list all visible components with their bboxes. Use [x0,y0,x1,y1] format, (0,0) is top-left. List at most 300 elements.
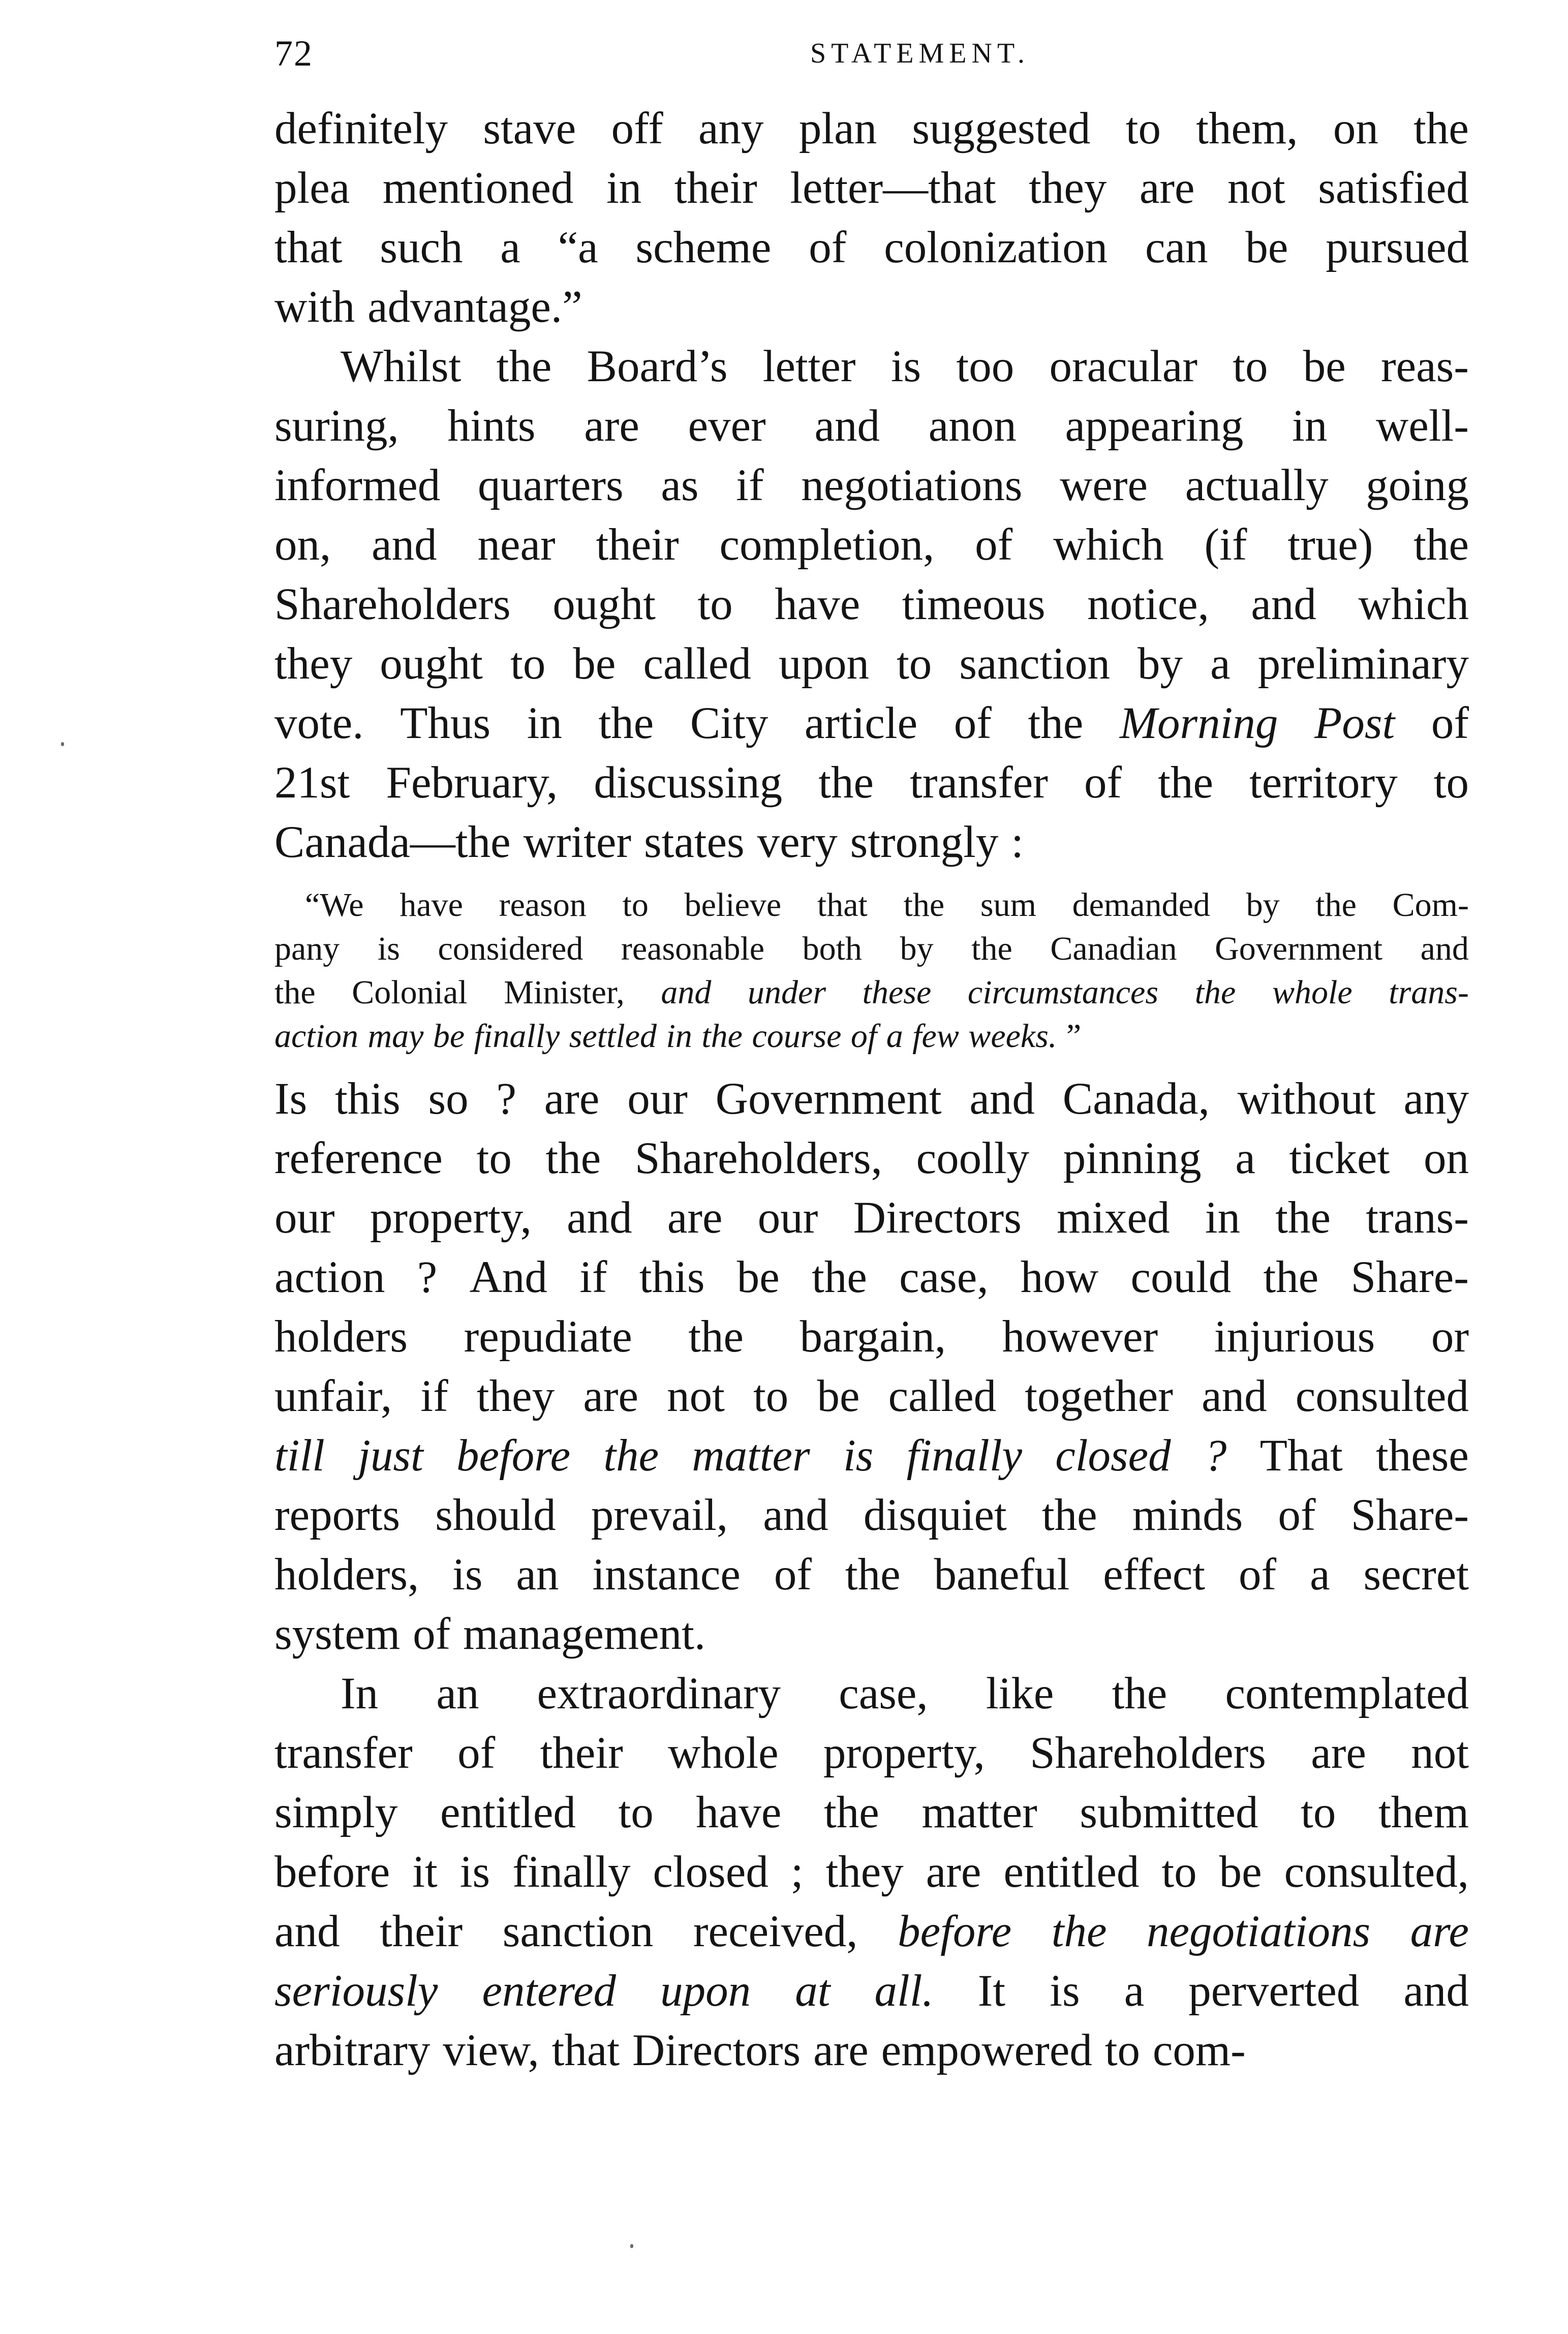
text-line [274,1783,1469,1842]
word: the [545,1133,601,1183]
text-line [274,694,1469,753]
quote-line [274,1015,1469,1058]
word: before [274,1847,390,1897]
scan-speck [61,742,64,746]
word: as [661,460,699,510]
text-line [274,1248,1469,1307]
word: Shareholders, [634,1133,882,1183]
word: unfair, [274,1371,392,1421]
word: And [469,1252,547,1302]
word: the [1112,1669,1167,1718]
word: to [510,639,546,689]
word: a [1310,1550,1330,1600]
word: settled [569,1018,657,1055]
word: “We [305,886,364,924]
word: Share- [1350,1252,1469,1302]
word: action [274,1018,358,1055]
word: empowered [881,2025,1092,2075]
text-line [274,1664,1469,1724]
word: is [843,1431,874,1481]
word: circumstances [967,974,1159,1011]
word: are [1311,1728,1366,1778]
word: be [573,639,616,689]
word: the [1028,698,1084,748]
word: at [795,1966,831,2016]
word: a [1210,639,1231,689]
word: our [757,1193,818,1243]
word: plan [798,104,877,153]
word: be [817,1371,860,1421]
word: and [1420,930,1469,967]
word: anon [928,401,1017,451]
word: prevail, [591,1490,728,1540]
word: seriously [274,1966,438,2016]
word: like [986,1669,1054,1718]
word: pany [274,930,340,967]
word: any [1403,1074,1469,1124]
word: disquiet [863,1490,1007,1540]
word: case, [899,1252,989,1302]
word: entitled [440,1788,576,1837]
word: not [1411,1728,1469,1778]
word: ticket [1289,1133,1390,1183]
word: are [583,1371,638,1421]
word: system [274,1609,401,1659]
word: minds [1132,1490,1243,1540]
word: considered [438,930,583,967]
word: to [1301,1788,1336,1837]
word: may [367,1018,424,1055]
text-line [274,159,1469,218]
word: case, [839,1669,928,1718]
word: it [412,1847,438,1897]
word: both [802,930,862,967]
word: the [845,1550,901,1600]
word: are [926,1847,981,1897]
word: com- [1152,2025,1246,2075]
word: whole [668,1728,779,1778]
word: colonization [884,223,1108,272]
word: vote. [274,698,364,748]
word: pursued [1326,223,1469,272]
word: and [372,520,437,570]
word: that [551,2025,620,2075]
word: discussing [594,758,783,808]
word: reas- [1381,342,1469,391]
word: be [1245,223,1288,272]
word: view, [443,2025,539,2075]
word: the [903,886,945,924]
word: hints [447,401,536,451]
word: strongly [850,817,999,867]
word: ? [417,1252,438,1302]
word: a [1124,1966,1145,2016]
word: weeks. [968,1018,1057,1055]
word: that [274,223,343,272]
word: they [1029,163,1107,213]
word: or [1431,1312,1469,1362]
word: coolly [916,1133,1030,1183]
word: reason [499,886,587,924]
word: too [956,342,1014,391]
word: not [667,1371,725,1421]
word: the [1263,1252,1319,1302]
word: a [1235,1133,1255,1183]
word: property, [823,1728,985,1778]
word: upon [660,1966,751,2016]
word: quarters [477,460,624,510]
word: ever [688,401,766,451]
paragraph [274,1664,1469,2080]
word: whole [1272,974,1352,1011]
word: Board’s [587,342,728,391]
word: ? [496,1074,516,1124]
word: City [690,698,768,748]
word: finally [474,1018,560,1055]
word: in [666,1018,692,1055]
word: and [274,1907,340,1956]
text-line [274,396,1469,456]
word: baneful [934,1550,1070,1600]
word: if [420,1371,448,1421]
word: Com- [1392,886,1469,924]
word: ought [380,639,483,689]
text-line [274,1367,1469,1426]
word: their [674,163,757,213]
word: received, [693,1907,858,1956]
word: and [763,1490,828,1540]
word: this [335,1074,401,1124]
word: any [698,104,764,153]
word: finally [512,1847,631,1897]
word: are [813,2025,869,2075]
word: the [274,974,316,1011]
word: the [818,758,874,808]
word: to [1433,758,1469,808]
text-line [274,1724,1469,1783]
word: under [748,974,826,1011]
word: reports [274,1490,401,1540]
word: management. [463,1609,706,1659]
word: be [1219,1847,1262,1897]
word: such [380,223,463,272]
text-line [274,1307,1469,1367]
word: are [1410,1907,1469,1956]
word: be [433,1018,465,1055]
word: these [862,974,932,1011]
word: and [1403,1966,1469,2016]
word: Whilst [341,342,462,391]
word: Colonial [352,974,468,1011]
word: the [598,698,654,748]
word: suring, [274,401,399,451]
word: holders, [274,1550,419,1600]
word: off [611,104,663,153]
word: by [900,930,934,967]
word: of [774,1550,812,1600]
word: which [1053,520,1164,570]
word: holders [274,1312,408,1362]
word: actually [1185,460,1329,510]
word: is [1050,1966,1080,2016]
quote-line [274,883,1469,927]
word: reasonable [621,930,765,967]
word: is [377,930,400,967]
word: is [459,1847,490,1897]
word: Thus [400,698,491,748]
text-line [274,1069,1469,1129]
word: an [516,1550,559,1600]
word: stave [483,104,576,153]
text-line [274,1545,1469,1605]
word: should [435,1490,556,1540]
word: Directors [853,1193,1022,1243]
word: Shareholders [1030,1728,1266,1778]
word: states [643,817,745,867]
word: arbitrary [274,2025,431,2075]
word: territory [1249,758,1398,808]
word: closed [1055,1431,1171,1481]
word: the [1158,758,1213,808]
word: property, [370,1193,532,1243]
word: entered [482,1966,617,2016]
word: satisfied [1318,163,1469,213]
word: be [736,1252,780,1302]
word: : [1011,817,1024,867]
word: are [584,401,639,451]
text-line [274,1902,1469,1961]
word: of [1431,698,1469,748]
word: well- [1376,401,1469,451]
text-line [274,2021,1469,2080]
word: ” [1066,1018,1082,1055]
word: the [496,342,552,391]
word: ; [790,1847,804,1897]
word: finally [906,1431,1022,1481]
word: the [603,1431,659,1481]
word: consulted [1295,1371,1469,1421]
word: to [1104,2025,1140,2075]
word: how [1020,1252,1099,1302]
word: have [399,886,463,924]
word: timeous [902,579,1046,629]
word: definitely [274,104,448,153]
paragraph [274,99,1469,337]
word: article [804,698,918,748]
text-line [274,99,1469,159]
word: negotiations [1147,1907,1371,1956]
word: these [1375,1431,1469,1481]
text-line [274,753,1469,813]
word: in [527,698,562,748]
text-line [274,1129,1469,1188]
word: entitled [1003,1847,1140,1897]
word: completion, [719,520,935,570]
word: they [274,639,353,689]
word: are [1139,163,1195,213]
word: demanded [1072,886,1210,924]
word: (if [1204,520,1247,570]
word: have [696,1788,782,1837]
text-line [274,1961,1469,2021]
paragraph [274,337,1469,872]
word: of [850,1018,877,1055]
word: so [428,1074,469,1124]
quote-line [274,971,1469,1015]
word: to [476,1133,512,1183]
word: of [413,1609,451,1659]
word: on [1423,1133,1469,1183]
word: informed [274,460,441,510]
word: true) [1287,520,1373,570]
word: however [1002,1312,1158,1362]
text-line [274,634,1469,694]
word: could [1130,1252,1232,1302]
word: that [817,886,868,924]
word: our [274,1193,335,1243]
word: and [567,1193,632,1243]
text-line [274,218,1469,278]
word: they [476,1371,555,1421]
text-line [274,337,1469,396]
word: of [1278,1490,1316,1540]
word: Shareholders [274,579,511,629]
word: repudiate [464,1312,632,1362]
text-line [274,456,1469,515]
word: our [627,1074,688,1124]
word: consulted, [1284,1847,1469,1897]
word: the [701,1018,743,1055]
word: have [775,579,860,629]
word: course [752,1018,842,1055]
word: Minister, [504,974,625,1011]
word: to [1161,1847,1197,1897]
word: of [1084,758,1122,808]
word: Morning [1119,698,1278,748]
word: the [1315,886,1357,924]
word: transfer [274,1728,413,1778]
word: without [1237,1074,1376,1124]
word: Post [1314,698,1395,748]
word: sanction [502,1907,654,1956]
word: ought [552,579,656,629]
text-line [274,1605,1469,1664]
word: them, [1196,104,1298,153]
word: before [456,1431,571,1481]
word: notice, [1087,579,1209,629]
word: closed [653,1847,768,1897]
word: matter [692,1431,810,1481]
word: of [1239,1550,1277,1600]
word: the [1275,1193,1331,1243]
word: and [1202,1371,1267,1421]
word: their [596,520,679,570]
word: plea [274,163,350,213]
word: not [1227,163,1285,213]
word: by [1246,886,1280,924]
word: on, [274,520,331,570]
word: of [975,520,1013,570]
word: to [622,886,649,924]
scan-speck [630,2244,633,2248]
text-line [274,813,1469,872]
word: simply [274,1788,398,1837]
word: of [457,1728,496,1778]
word: very [757,817,838,867]
word: and [661,974,712,1011]
word: were [1060,460,1148,510]
word: effect [1103,1550,1206,1600]
word: them [1378,1788,1469,1837]
word: and [969,1074,1035,1124]
word: just [358,1431,423,1481]
word: letter [762,342,856,391]
word: in [1205,1193,1241,1243]
word: called [888,1371,997,1421]
quote-line [274,927,1469,971]
word: trans- [1389,974,1469,1011]
word: Directors [632,2025,801,2075]
word: mixed [1057,1193,1170,1243]
word: letter—that [790,163,996,213]
text-line [274,1426,1469,1486]
word: till [274,1431,325,1481]
word: their [380,1907,463,1956]
word: few [912,1018,959,1055]
word: transfer [910,758,1048,808]
word: injurious [1214,1312,1375,1362]
word: scheme [635,223,772,272]
word: the [1413,520,1469,570]
word: believe [684,886,782,924]
word: trans- [1366,1193,1469,1243]
word: is [890,342,921,391]
running-head: STATEMENT. [810,38,1030,69]
word: near [477,520,556,570]
word: by [1137,639,1183,689]
word: preliminary [1257,639,1469,689]
word: ? [1204,1431,1227,1481]
word: this [639,1252,705,1302]
word: mentioned [382,163,574,213]
word: to [1125,104,1161,153]
word: Canadian [1050,930,1177,967]
word: an [436,1669,479,1718]
word: and [1251,579,1316,629]
word: the [824,1788,879,1837]
page-number: 72 [274,33,313,74]
text-line [274,1842,1469,1902]
word: Share- [1350,1490,1469,1540]
block-quote [274,883,1469,1058]
word: “a [558,223,598,272]
word: on [1333,104,1378,153]
word: in [1292,401,1328,451]
word: It [977,1966,1006,2016]
word: a [886,1018,903,1055]
word: advantage.” [367,282,582,332]
word: all. [874,1966,934,2016]
word: In [341,1669,379,1718]
body-text [274,99,1469,2080]
page-header [274,25,1474,81]
word: Is [274,1074,308,1124]
word: Canada—the [274,817,511,867]
word: in [606,163,642,213]
word: their [540,1728,623,1778]
word: instance [592,1550,741,1600]
word: extraordinary [537,1669,781,1718]
